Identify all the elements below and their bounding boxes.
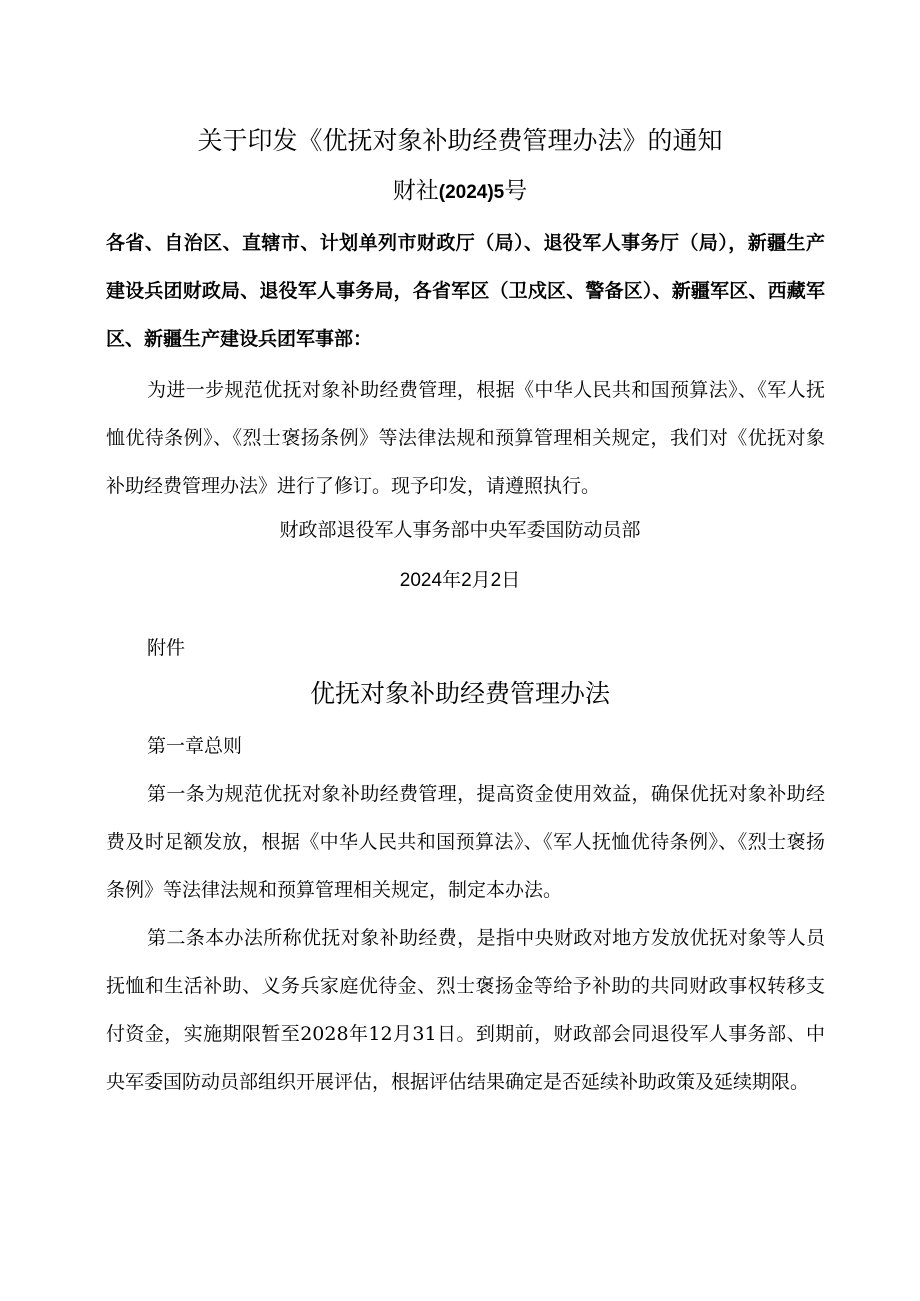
attachment-label: 附件 [147, 637, 186, 659]
article-1: 第一条为规范优抚对象补助经费管理，提高资金使用效益，确保优抚对象补助经费及时足额发放，根据《中华人民共和国预算法》、《军人抚恤优待条例》、《烈士褒扬条例》等法律法规和预算管理相关规定，制定本办法。 [106, 783, 825, 901]
attachment-title: 优抚对象补助经费管理办法 [309, 679, 610, 708]
addressee: 各省、自治区、直辖市、计划单列市财政厅（局）、退役军人事务厅（局），新疆生产建设兵团财政局、退役军人事务局，各省军区（卫戍区、警备区）、新疆军区、西藏军区、新疆生产建设兵团军事部： [106, 232, 825, 350]
document-number-code: (2024)5 [438, 182, 505, 203]
document-number-prefix: 财社 [392, 178, 439, 204]
notice-title: 关于印发《优抚对象补助经费管理办法》的通知 [197, 126, 723, 155]
issue-date: 2024年2月2日 [399, 570, 521, 591]
document-number-suffix: 号 [504, 178, 528, 204]
article-2: 第二条本办法所称优抚对象补助经费，是指中央财政对地方发放优抚对象等人员抚恤和生活补助、义务兵家庭优待金、烈士褒扬金等给予补助的共同财政事权转移支付资金，实施期限暂至2028年12月31日。到期前，财政部会同退役军人事务部、中央军委国防动员部组织开展评估，根据评估结果确定是否延续补助政策及延续期限。 [106, 927, 825, 1093]
chapter-heading: 第一章总则 [147, 735, 243, 757]
notice-body: 为进一步规范优抚对象补助经费管理，根据《中华人民共和国预算法》、《军人抚恤优待条例》、《烈士褒扬条例》等法律法规和预算管理相关规定，我们对《优抚对象补助经费管理办法》进行了修订。现予印发，请遵照执行。 [106, 379, 825, 497]
document-number [0, 172, 920, 212]
signatories: 财政部退役军人事务部中央军委国防动员部 [279, 519, 641, 541]
